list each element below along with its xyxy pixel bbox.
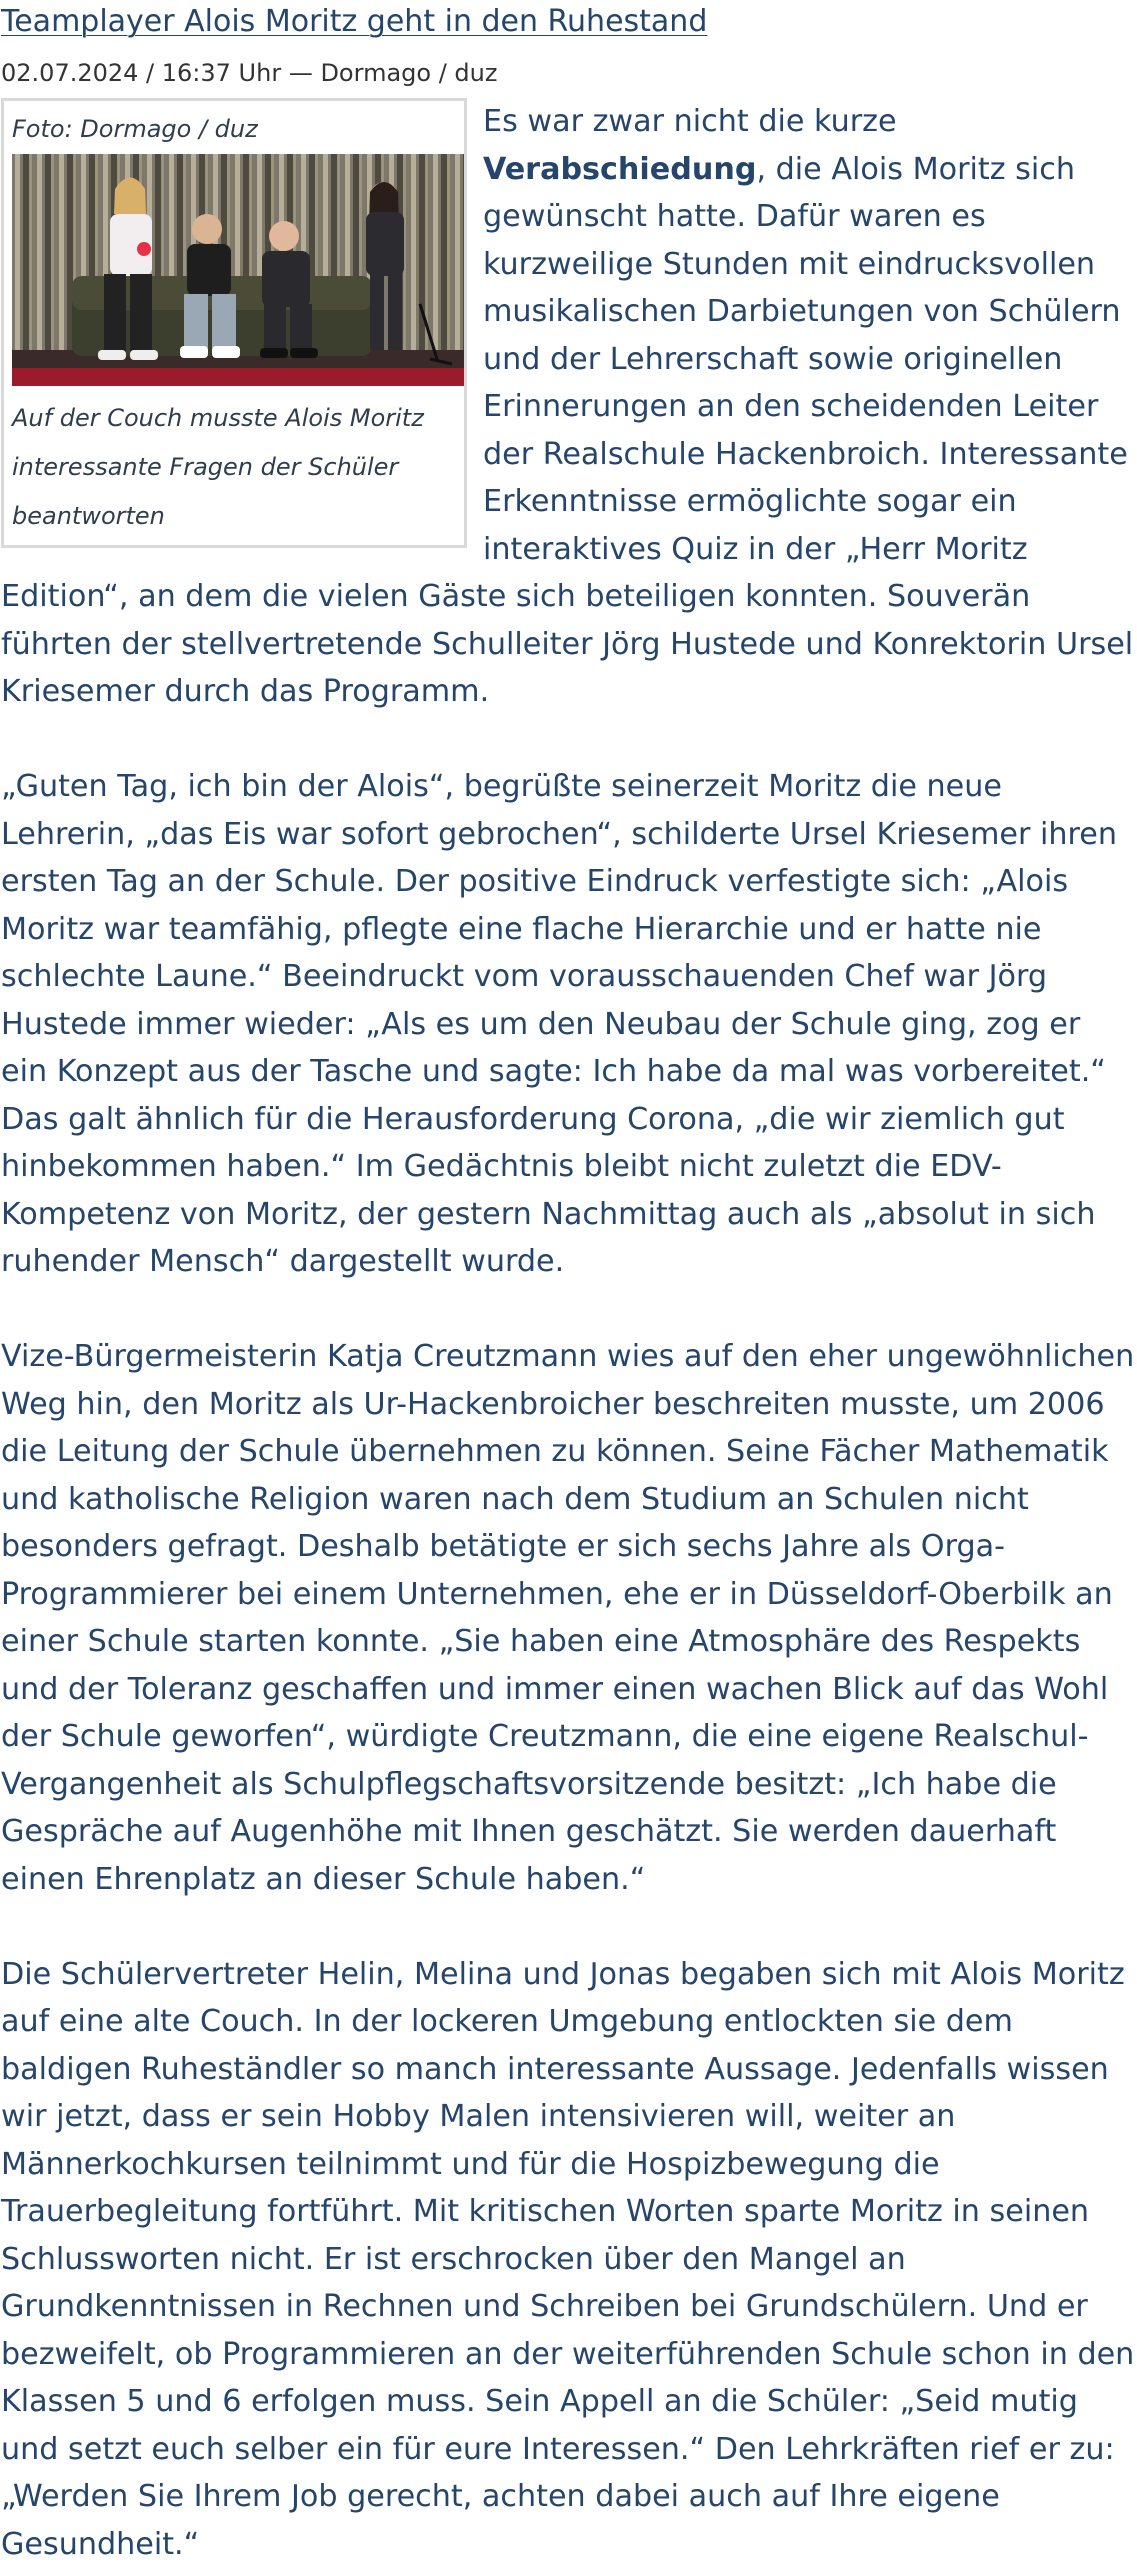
paragraph-3: Vize-Bürgermeisterin Katja Creutzmann wies auf den eher ungewöhnlichen Weg hin, den Moritz als Ur-Hackenbroicher beschreiten musste, um 2006 die Leitung der Schule übernehmen zu können. Seine Fächer Mathematik und katholische Religion waren nach dem Studium an Schulen nicht besonders gefragt. Deshalb betätigte er sich sechs Jahre als Orga-Programmierer bei einem Unternehmen, ehe er in Düsseldorf-Oberbilk an einer Schule starten konnte. „Sie haben eine Atmosphäre des Respekts und der Toleranz geschaffen und immer einen wachen Blick auf das Wohl der Schule geworfen“, würdigte Creutzmann, die eine eigene Realschul-Vergangenheit als Schulpflegschaftsvorsitzende besitzt: „Ich habe die Gespräche auf Augenhöhe mit Ihnen geschätzt. Sie werden dauerhaft einen Ehrenplatz an dieser Schule haben.“ [1, 1333, 1135, 1903]
paragraph-4: Die Schülervertreter Helin, Melina und Jonas begaben sich mit Alois Moritz auf eine alte Couch. In der lockeren Umgebung entlockten sie dem baldigen Ruheständler so manch interessante Aussage. Jedenfalls wissen wir jetzt, dass er sein Hobby Malen intensivieren will, weiter an Männerkochkursen teilnimmt und für die Hospizbewegung die Trauerbegleitung fortführt. Mit kritischen Worten sparte Moritz in seinen Schlussworten nicht. Er ist erschrocken über den Mangel an Grundkenntnissen in Rechnen und Schreiben bei Grundschülern. Und er bezweifelt, ob Programmieren an der weiterführenden Schule schon in den Klassen 5 und 6 erfolgen muss. Sein Appell an die Schüler: „Seid mutig und setzt euch selber ein für eure Interessen.“ Den Lehrkräften rief er zu: „Werden Sie Ihrem Job gerecht, achten dabei auch auf Ihre eigene Gesundheit.“ [1, 1951, 1135, 2568]
article-photo[interactable] [12, 154, 464, 386]
paragraph-1-bold: Verabschiedung [483, 152, 756, 187]
article-meta: 02.07.2024 / 16:37 Uhr — Dormago / duz [1, 58, 1135, 88]
paragraph-1-rest: , die Alois Moritz sich gewünscht hatte. Dafür waren es kurzweilige Stunden mit eindrucksvollen musikalischen Darbietungen von Schülern und der Lehrerschaft sowie originellen Erinnerungen an den scheidenden Leiter der Realschule Hackenbroich. Interessante Erkenntnisse ermöglichte sogar ein interaktives Quiz in der „Herr Moritz Edition“, an dem die vielen Gäste sich beteiligen konnten. Souverän führten der stellvertretende Schulleiter Jörg Hustede und Konrektorin Ursel Kriesemer durch das Programm. [1, 152, 1133, 710]
photo-credit: Foto: Dormago / duz [12, 114, 456, 144]
article-title-link[interactable]: Teamplayer Alois Moritz geht in den Ruhestand [1, 4, 707, 40]
paragraph-2: „Guten Tag, ich bin der Alois“, begrüßte seinerzeit Moritz die neue Lehrerin, „das Eis war sofort gebrochen“, schilderte Ursel Kriesemer ihren ersten Tag an der Schule. Der positive Eindruck verfestigte sich: „Alois Moritz war teamfähig, pflegte eine flache Hierarchie und er hatte nie schlechte Laune.“ Beeindruckt vom vorausschauenden Chef war Jörg Hustede immer wieder: „Als es um den Neubau der Schule ging, zog er ein Konzept aus der Tasche und sagte: Ich habe da mal was vorbereitet.“ Das galt ähnlich für die Herausforderung Corona, „die wir ziemlich gut hinbekommen haben.“ Im Gedächtnis bleibt nicht zuletzt die EDV-Kompetenz von Moritz, der gestern Nachmittag auch als „absolut in sich ruhender Mensch“ dargestellt wurde. [1, 763, 1135, 1286]
paragraph-1-lead: Es war zwar nicht die kurze [483, 104, 897, 139]
article-figure [1, 98, 467, 548]
article-body [1, 98, 1135, 2568]
photo-caption: Auf der Couch musste Alois Moritz interessante Fragen der Schüler beantworten [12, 394, 456, 541]
